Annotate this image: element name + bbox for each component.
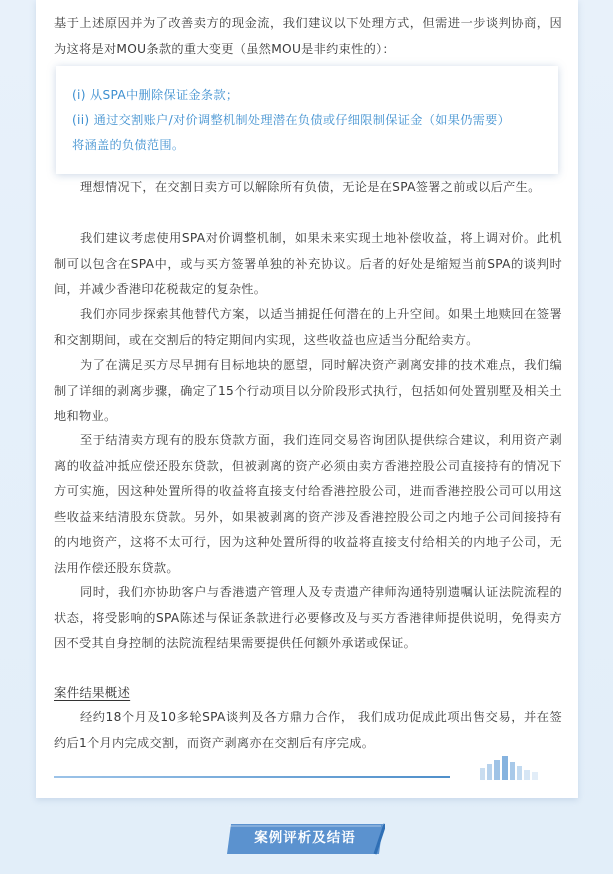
paragraph-shareholder-loans: 至于结清卖方现有的股东贷款方面，我们连同交易咨询团队提供综合建议，利用资产剥离的收益冲抵应偿还股东贷款，但被剥离的资产必须由卖方香港控股公司直接持有的情况下方可实施，因这种处置所得的收益将直接支付给香港控股公司，进而香港控股公司可以用这些收益来结清股东贷款。另外，如果被剥离的资产涉及香港控股公司之内地子公司间接持有的内地资产，这将不太可行，因为这种处置所得的收益将直接支付给相关的内地子公司，无法用作偿还股东贷款。 (54, 433, 562, 575)
paragraph-alternatives: 我们亦同步探索其他替代方案，以适当捕捉任何潜在的上升空间。如果土地赎回在签署和交割期间，或在交割后的特定期间内实现，这些收益也应适当分配给卖方。 (54, 307, 562, 347)
recommendation-item-2-continued: 将涵盖的负债范围。 (72, 138, 185, 152)
city-skyline-icon (478, 752, 542, 780)
recommendation-item-2: (ii) 通过交割账户/对价调整机制处理潜在负债或仔细限制保证金（如果仍需要） (72, 113, 511, 127)
footer-divider (54, 776, 450, 778)
section-banner (225, 823, 385, 855)
paragraph-price-adjustment: 我们建议考虑使用SPA对价调整机制，如果未来实现土地补偿收益，将上调对价。此机制可以包含在SPA中，或与买方签署单独的补充协议。后者的好处是缩短当前SPA的谈判时间，并减少香港印花税裁定的复杂性。 (54, 231, 562, 296)
intro-paragraph: 基于上述原因并为了改善卖方的现金流，我们建议以下处理方式，但需进一步谈判协商，因为这将是对MOU条款的重大变更（虽然MOU是非约束性的）： (54, 16, 562, 56)
paragraph-divestment-steps: 为了在满足买方尽早拥有目标地块的愿望，同时解决资产剥离安排的技术难点，我们编制了详细的剥离步骤，确定了15个行动项目以分阶段形式执行，包括如何处置别墅及相关土地和物业。 (54, 358, 562, 423)
banner-label: 案例评析及结语 (254, 830, 356, 846)
paragraph-probate: 同时，我们亦协助客户与香港遗产管理人及专责遗产律师沟通特别遗嘱认证法院流程的状态，将受影响的SPA陈述与保证条款进行必要修改及与买方香港律师提供说明，免得卖方因不受其自身控制的法院流程结果需要提供任何额外承诺或保证。 (54, 585, 562, 650)
section-heading-outcome: 案件结果概述 (54, 685, 131, 700)
paragraph-outcome: 经约18个月及10多轮SPA谈判及各方鼎力合作， 我们成功促成此项出售交易，并在签约后1个月内完成交割，而资产剥离亦在交割后有序完成。 (54, 710, 562, 750)
recommendation-item-1: (i) 从SPA中删除保证金条款； (72, 88, 239, 102)
paragraph-liabilities: 理想情况下，在交割日卖方可以解除所有负债，无论是在SPA签署之前或以后产生。 (80, 180, 541, 194)
recommendation-box (56, 66, 558, 174)
